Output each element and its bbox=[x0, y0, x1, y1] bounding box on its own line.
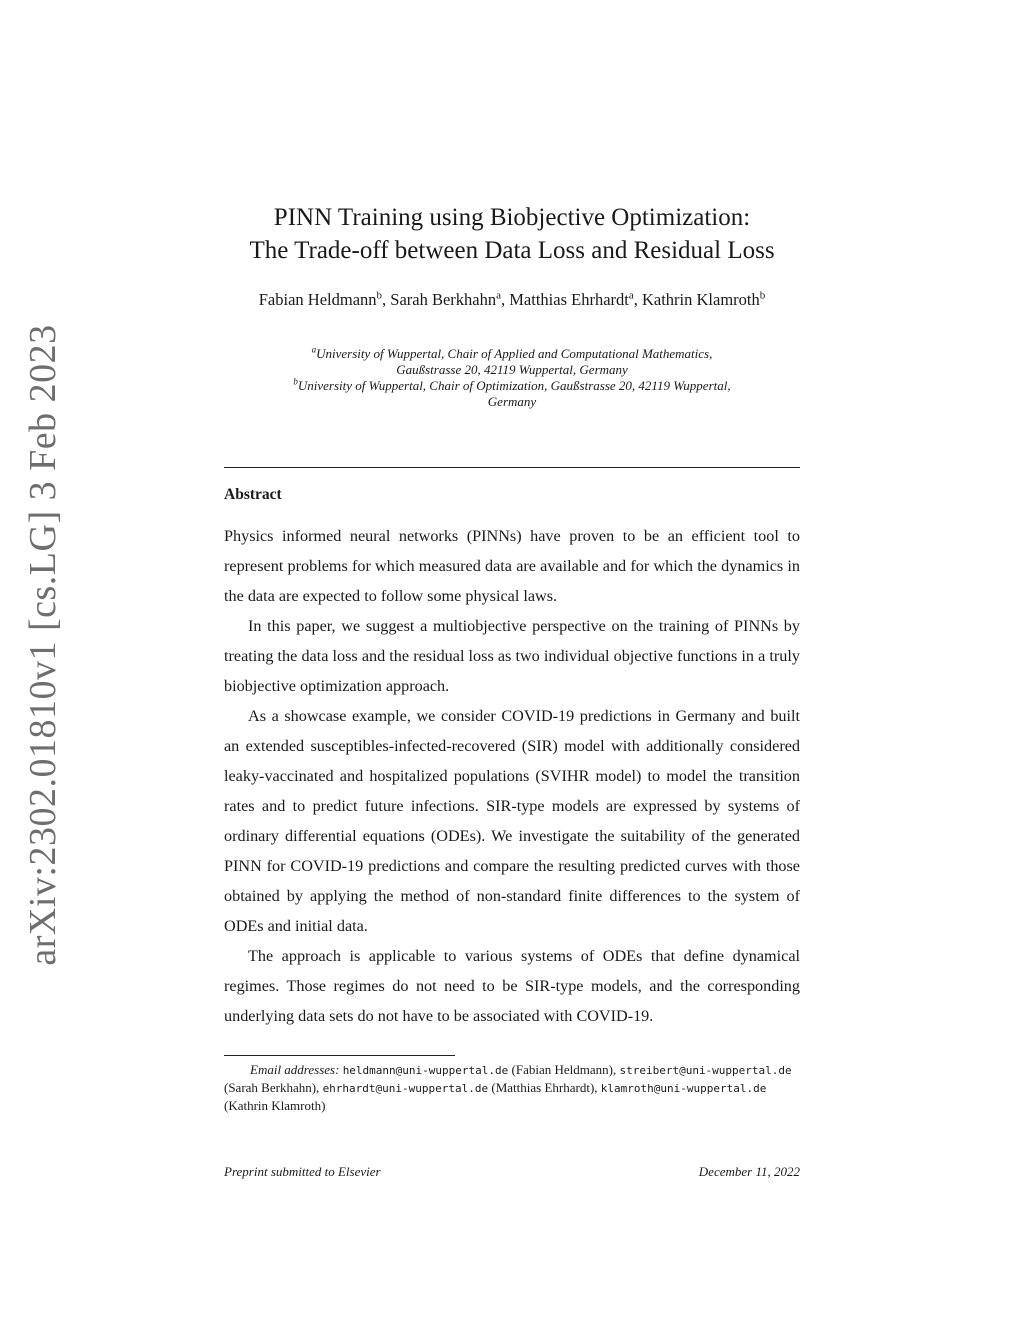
abstract-body bbox=[224, 521, 800, 1031]
author-affil-mark: b bbox=[759, 289, 766, 302]
author-name: Matthias Ehrhardt bbox=[509, 290, 629, 309]
affiliation-mark: a bbox=[311, 344, 317, 355]
footer-date: December 11, 2022 bbox=[698, 1164, 800, 1179]
email-owner: (Kathrin Klamroth) bbox=[224, 1098, 326, 1113]
affiliations bbox=[224, 346, 800, 410]
email-link[interactable]: heldmann@uni-wuppertal.de bbox=[342, 1064, 509, 1077]
affiliation-b bbox=[224, 378, 800, 410]
author-name: Kathrin Klamroth bbox=[641, 290, 760, 309]
title-line-2: The Trade-off between Data Loss and Residual Loss bbox=[249, 237, 775, 264]
abstract-paragraph: The approach is applicable to various systems of ODEs that define dynamical regimes. Those regimes do not need to be SIR-type models, and the corresponding underlying data sets do not have to be associated with COVID-19. bbox=[224, 947, 800, 1025]
affiliation-line: University of Wuppertal, Chair of Applied and Computational Mathematics, bbox=[316, 346, 713, 361]
affiliation-a bbox=[224, 346, 800, 378]
affiliation-mark: b bbox=[293, 376, 298, 387]
author-name: Fabian Heldmann bbox=[258, 290, 377, 309]
affiliation-line: University of Wuppertal, Chair of Optimization, Gaußstrasse 20, 42119 Wuppertal, bbox=[297, 378, 731, 393]
footer-preprint-note: Preprint submitted to Elsevier bbox=[224, 1164, 381, 1179]
abstract-paragraph: Physics informed neural networks (PINNs) have proven to be an efficient tool to represent problems for which measured data are available and for which the dynamics in the data are expected to follow some physical laws. bbox=[224, 527, 800, 605]
email-owner: (Sarah Berkhahn), bbox=[224, 1080, 320, 1095]
affiliation-line: Germany bbox=[487, 394, 537, 409]
affiliation-line: Gaußstrasse 20, 42119 Wuppertal, Germany bbox=[396, 362, 628, 377]
paper-title bbox=[224, 201, 800, 267]
email-link[interactable]: ehrhardt@uni-wuppertal.de bbox=[322, 1082, 489, 1095]
author-name: Sarah Berkhahn bbox=[390, 290, 497, 309]
author-list: Fabian Heldmann$^b$, Sarah Berkhahn$^a$, Matthias Ehrhardt$^a$, Kathrin Klamroth$^b$ bbox=[258, 289, 766, 309]
abstract-paragraph: In this paper, we suggest a multiobjective perspective on the training of PINNs by treating the data loss and the residual loss as two individual objective functions in a truly biobjective optimization approach. bbox=[224, 617, 800, 695]
author-affil-mark: a bbox=[496, 289, 501, 302]
email-owner: (Fabian Heldmann), bbox=[511, 1062, 617, 1077]
email-link[interactable]: klamroth@uni-wuppertal.de bbox=[600, 1082, 767, 1095]
page-footer bbox=[224, 1164, 800, 1180]
email-link[interactable]: streibert@uni-wuppertal.de bbox=[619, 1064, 792, 1077]
author-affil-mark: a bbox=[628, 289, 634, 302]
title-line-1: PINN Training using Biobjective Optimization: bbox=[273, 204, 751, 231]
abstract-top-rule bbox=[224, 467, 800, 468]
footnote-label: Email addresses: bbox=[250, 1062, 340, 1077]
footnote-rule bbox=[224, 1055, 455, 1056]
abstract-paragraph: As a showcase example, we consider COVID-19 predictions in Germany and built an extended susceptibles-infected-recovered (SIR) model with additionally considered leaky-vaccinated and hospitalized populations (SVIHR model) to model the transition rates and to predict future infections. SIR-type models are expressed by systems of ordinary differential equations (ODEs). We investigate the suitability of the generated PINN for COVID-19 predictions and compare the resulting predicted curves with those obtained by applying the method of non-standard finite differences to the system of ODEs and initial data. bbox=[224, 707, 800, 935]
email-footnote bbox=[224, 1061, 800, 1114]
abstract-heading: Abstract bbox=[224, 486, 282, 503]
author-affil-mark: b bbox=[376, 289, 383, 302]
email-owner: (Matthias Ehrhardt), bbox=[491, 1080, 598, 1095]
arxiv-sidebar-stamp: arXiv:2302.01810v1 [cs.LG] 3 Feb 2023 bbox=[22, 324, 64, 966]
